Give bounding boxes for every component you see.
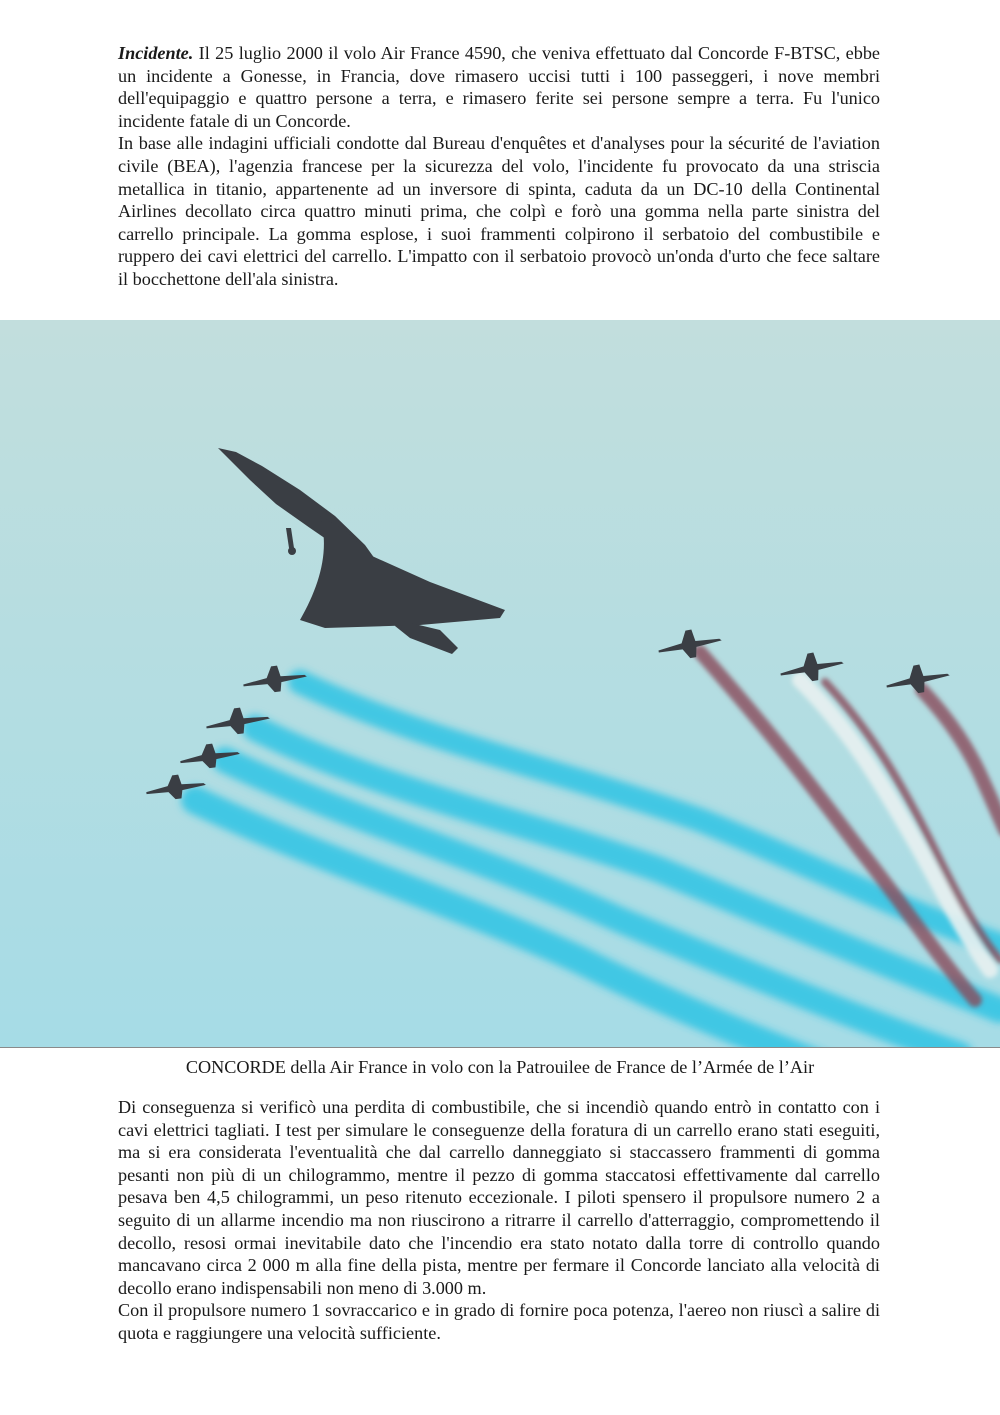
smoke-trail-red-3 bbox=[922, 690, 1000, 830]
consequence-paragraph: Di conseguenza si verificò una perdita di combustibile, che si incendiò quando entrò in contatto con i cavi elettrici tagliati. I test per simulare le conseguenze della foratura di un carrello erano stati eseguiti, ma si era considerata l'eventualità che dal carrello danneggiato si staccassero frammenti di gomma pesanti non più di un chilogrammo, mentre il pezzo di gomma staccatosi effettivamente dal carrello pesava ben 4,5 chilogrammi, un peso ritenuto eccezionale. I piloti spensero il propulsore numero 2 a seguito di un allarme incendio ma non riuscirono a ritrarre il carrello d'atterraggio, compromettendo il decollo, resosi ormai inevitabile dato che l'incendio era stato notato dalla torre di controllo quando mancavano circa 2 000 m alla fine della pista, mentre per fermare il Concorde lanciato alla velocità di decollo erano indispensabili non meno di 3.000 m. bbox=[118, 1097, 880, 1298]
photo-illustration bbox=[0, 320, 1000, 1048]
incident-text: Il 25 luglio 2000 il volo Air France 4590, che veniva effettuato dal Concorde F-BTSC, ebbe un incidente a Gonesse, in Francia, dove rimasero uccisi tutti i 100 passeggeri, i nove membri dell'equipaggio e quattro persone a terra, e rimasero ferite sei persone sempre a terra. Fu l'unico incidente fatale di un Concorde. bbox=[118, 43, 880, 131]
concorde-engine-nacelle bbox=[395, 620, 458, 654]
bottom-text-block bbox=[118, 1096, 880, 1345]
concorde-wing bbox=[300, 516, 505, 628]
alpha-jet-7 bbox=[884, 660, 952, 699]
investigation-paragraph: In base alle indagini ufficiali condotte dal Bureau d'enquêtes et d'analyses pour la sécurité de l'aviation civile (BEA), l'agenzia francese per la sicurezza del volo, l'incidente fu provocato da una striscia metallica in titanio, appartenente ad un inversore di spinta, caduta da un DC-10 della Continental Airlines decollato circa quattro minuti prima, che colpì e forò una gomma nella parte sinistra del carrello principale. La gomma esplose, i suoi frammenti colpirono il serbatoio del combustibile e ruppero dei cavi elettrici del carrello. L'impatto con il serbatoio provocò un'onda d'urto che fece saltare il bocchettone dell'ala sinistra. bbox=[118, 133, 880, 289]
concorde-landing-gear bbox=[286, 528, 294, 548]
conclusion-paragraph: Con il propulsore numero 1 sovraccarico e in grado di fornire poca potenza, l'aereo non riuscì a salire di quota e raggiungere una velocità sufficiente. bbox=[118, 1300, 880, 1343]
smoke-trail-blue-3 bbox=[225, 760, 960, 1048]
concorde-photo bbox=[0, 320, 1000, 1048]
alpha-jet-6 bbox=[778, 648, 846, 687]
incident-paragraph bbox=[118, 42, 880, 132]
top-text-block bbox=[118, 42, 880, 291]
concorde-aircraft bbox=[218, 448, 505, 654]
photo-bottom-border bbox=[0, 1047, 1000, 1048]
photo-caption: CONCORDE della Air France in volo con la Patrouilee de France de l’Armée de l’Air bbox=[185, 1057, 815, 1077]
lead-word: Incidente. bbox=[118, 43, 194, 63]
